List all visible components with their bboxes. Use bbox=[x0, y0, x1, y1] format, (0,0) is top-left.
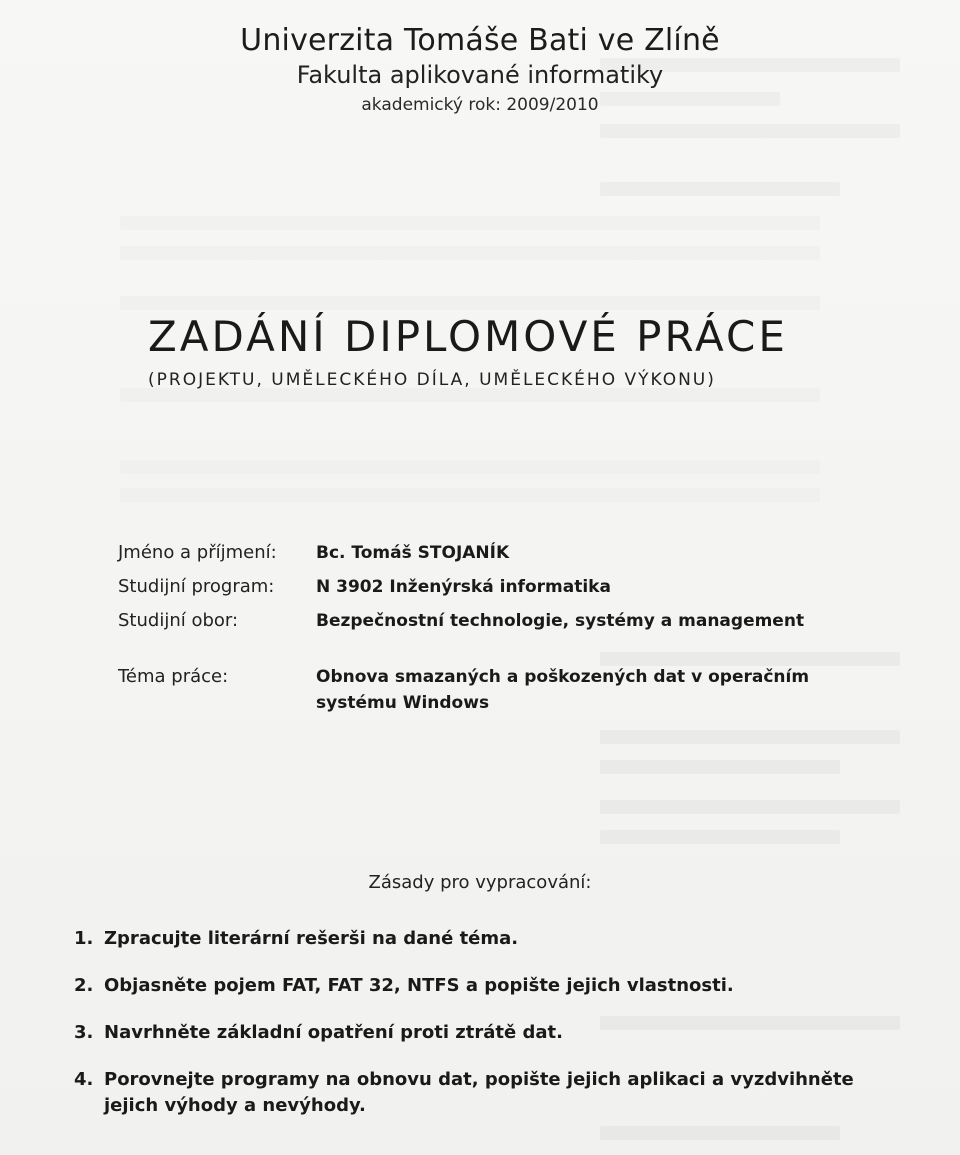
title-block bbox=[148, 312, 828, 392]
bleed-through-mark bbox=[120, 296, 820, 310]
guideline-item bbox=[74, 973, 904, 999]
guideline-item bbox=[74, 1067, 904, 1119]
name-value: Bc. Tomáš STOJANÍK bbox=[316, 543, 510, 563]
guideline-number: 4. bbox=[74, 1069, 94, 1090]
info-row-program bbox=[118, 574, 838, 600]
guideline-number: 2. bbox=[74, 975, 94, 996]
guidelines-heading: Zásady pro vypracování: bbox=[368, 872, 592, 893]
bleed-through-mark bbox=[600, 800, 900, 814]
field-label: Studijní obor: bbox=[118, 610, 239, 631]
bleed-through-mark bbox=[600, 830, 840, 844]
bleed-through-mark bbox=[600, 182, 840, 196]
topic-value: Obnova smazaných a poškozených dat v operačním systému Windows bbox=[316, 667, 810, 713]
bleed-through-mark bbox=[120, 216, 820, 230]
document-title: ZADÁNÍ DIPLOMOVÉ PRÁCE bbox=[148, 312, 788, 361]
guideline-number: 3. bbox=[74, 1022, 94, 1043]
guideline-number: 1. bbox=[74, 928, 94, 949]
info-row-field bbox=[118, 608, 838, 634]
bleed-through-mark bbox=[120, 460, 820, 474]
guidelines-list bbox=[74, 926, 904, 1140]
faculty-name: Fakulta aplikované informatiky bbox=[296, 61, 664, 89]
info-row-name bbox=[118, 540, 838, 566]
bleed-through-mark bbox=[600, 730, 900, 744]
bleed-through-mark bbox=[600, 760, 840, 774]
guideline-text: Navrhněte základní opatření proti ztrátě dat. bbox=[104, 1022, 563, 1043]
name-label: Jméno a příjmení: bbox=[118, 542, 277, 563]
guideline-text: Porovnejte programy na obnovu dat, popište jejich aplikaci a vyzdvihněte jejich výhody a nevýhody. bbox=[104, 1069, 854, 1116]
info-row-topic bbox=[118, 664, 838, 716]
program-value: N 3902 Inženýrská informatika bbox=[316, 577, 611, 597]
topic-label: Téma práce: bbox=[118, 666, 229, 687]
bleed-through-mark bbox=[120, 488, 820, 502]
student-info bbox=[118, 540, 838, 724]
guideline-item bbox=[74, 1020, 904, 1046]
program-label: Studijní program: bbox=[118, 576, 275, 597]
document-subtitle: (PROJEKTU, UMĚLECKÉHO DÍLA, UMĚLECKÉHO VÝKONU) bbox=[148, 370, 716, 390]
guideline-text: Zpracujte literární rešerši na dané téma. bbox=[104, 928, 519, 949]
guideline-item bbox=[74, 926, 904, 952]
university-name: Univerzita Tomáše Bati ve Zlíně bbox=[240, 23, 720, 58]
bleed-through-mark bbox=[120, 246, 820, 260]
bleed-through-mark bbox=[600, 124, 900, 138]
document-header bbox=[0, 22, 960, 120]
guideline-text: Objasněte pojem FAT, FAT 32, NTFS a popište jejich vlastnosti. bbox=[104, 975, 734, 996]
field-value: Bezpečnostní technologie, systémy a management bbox=[316, 611, 805, 631]
academic-year: akademický rok: 2009/2010 bbox=[361, 95, 599, 115]
